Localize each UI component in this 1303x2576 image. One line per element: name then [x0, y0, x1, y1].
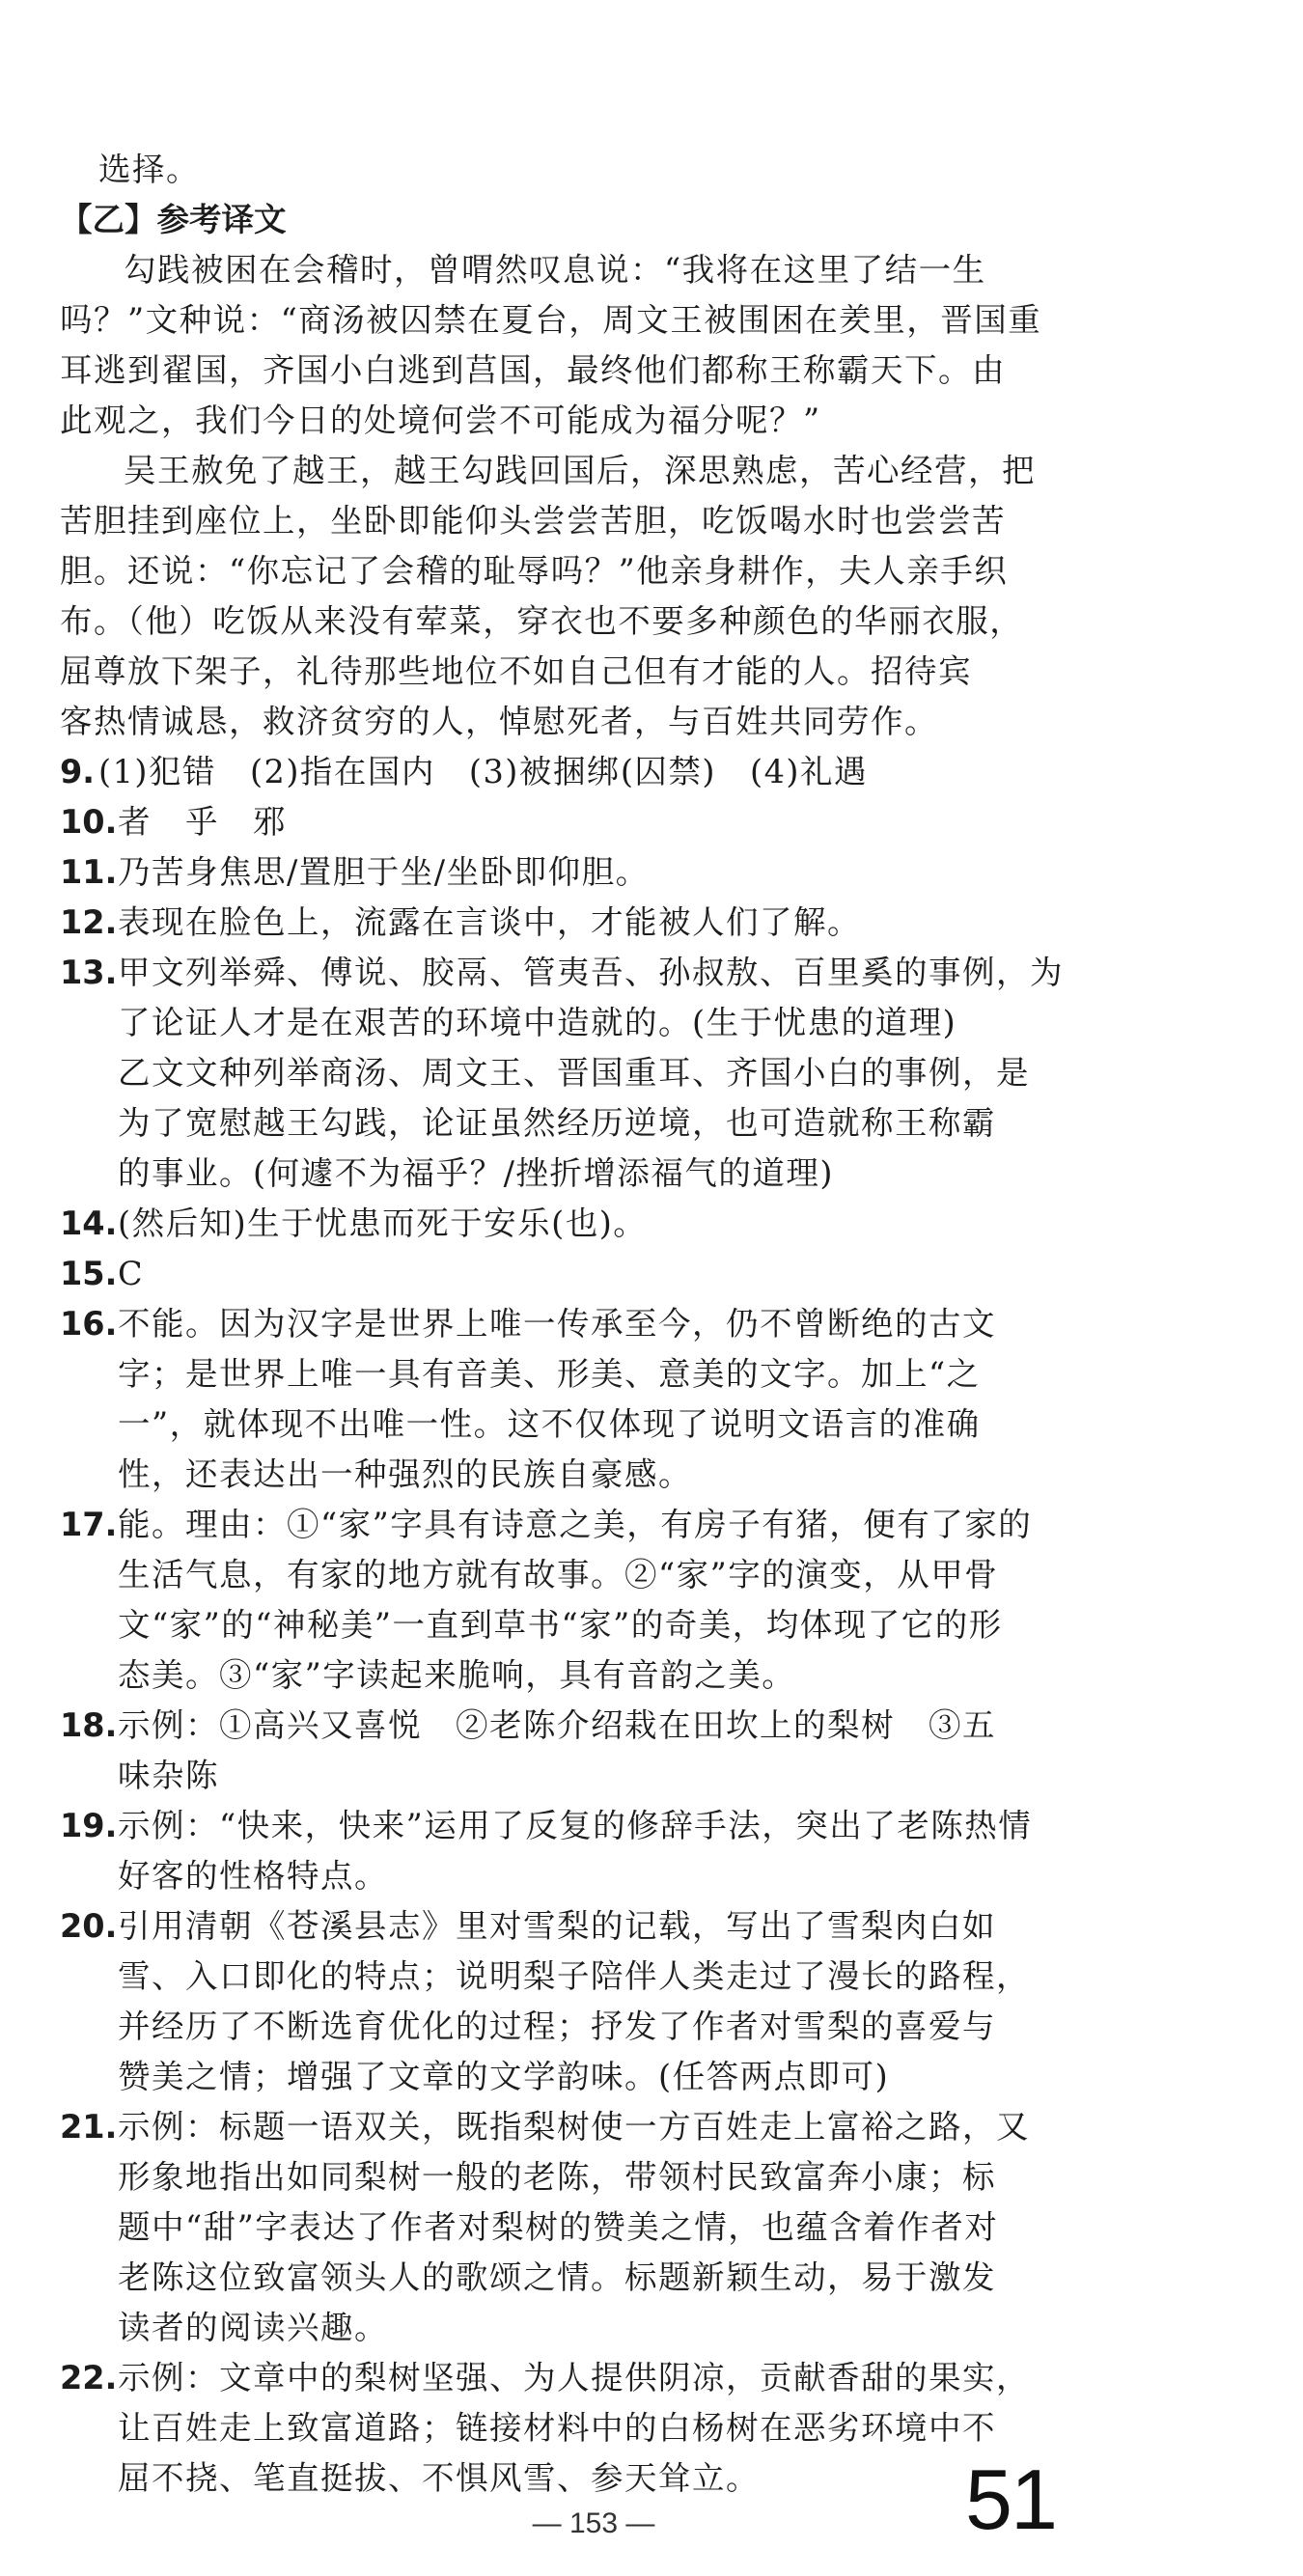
- answer-text: C: [118, 1255, 145, 1292]
- answer-text: 为了宽慰越王勾践，论证虽然经历逆境，也可造就称王称霸: [118, 1104, 996, 1142]
- answer-text: 乃苦身焦思/置胆于坐/坐卧即仰胆。: [118, 853, 650, 891]
- answer-text: 示例：①高兴又喜悦 ②老陈介绍栽在田坎上的梨树 ③五: [118, 1706, 996, 1744]
- answer-text: 读者的阅读兴趣。: [118, 2309, 388, 2346]
- answer-text: 一”，就体现不出唯一性。这不仅体现了说明文语言的准确: [118, 1405, 981, 1443]
- question-number: 17.: [60, 1506, 118, 1543]
- question-number: 9.: [60, 753, 96, 790]
- question-number: 21.: [60, 2108, 118, 2146]
- answer-text: 屈不挠、笔直挺拔、不惧风雪、参天耸立。: [118, 2459, 760, 2497]
- answer-text: 不能。因为汉字是世界上唯一传承至今，仍不曾断绝的古文: [118, 1305, 996, 1343]
- text-line: 胆。还说：“你忘记了会稽的耻辱吗？”他亲身耕作，夫人亲手织: [60, 552, 1009, 590]
- answer-text: 示例：“快来，快来”运用了反复的修辞手法，突出了老陈热情: [118, 1807, 1033, 1844]
- question-number: 19.: [60, 1807, 118, 1844]
- question-number: 15.: [60, 1255, 118, 1292]
- answer-text: 形象地指出如同梨树一般的老陈，带领村民致富奔小康；标: [118, 2158, 996, 2196]
- section-number: 51: [965, 2451, 1056, 2547]
- answer-text: 题中“甜”字表达了作者对梨树的赞美之情，也蕴含着作者对: [118, 2208, 999, 2246]
- answer-text: 示例：文章中的梨树坚强、为人提供阴凉，贡献香甜的果实，: [118, 2359, 1030, 2396]
- text-line: 吴王赦免了越王，越王勾践回国后，深思熟虑，苦心经营，把: [124, 452, 1036, 489]
- question-number: 18.: [60, 1706, 118, 1744]
- question-number: 11.: [60, 853, 118, 891]
- answer-text: 甲文列举舜、傅说、胶鬲、管夷吾、孙叔敖、百里奚的事例，为: [118, 954, 1064, 991]
- answer-text: 者 乎 邪: [118, 803, 287, 841]
- answer-text: 老陈这位致富领头人的歌颂之情。标题新颖生动，易于激发: [118, 2258, 996, 2296]
- answer-text: 味杂陈: [118, 1757, 219, 1794]
- answer-text: (1)犯错 (2)指在国内 (3)被捆绑(囚禁) (4)礼遇: [98, 753, 868, 790]
- answer-text: 了论证人才是在艰苦的环境中造就的。(生于忧患的道理): [118, 1004, 957, 1041]
- answer-text: 文“家”的“神秘美”一直到草书“家”的奇美，均体现了它的形: [118, 1606, 1003, 1644]
- question-number: 12.: [60, 903, 118, 941]
- section-heading: 【乙】参考译文: [60, 201, 287, 238]
- answer-text: 并经历了不断选育优化的过程；抒发了作者对雪梨的喜爱与: [118, 2008, 996, 2045]
- question-number: 10.: [60, 803, 118, 841]
- question-number: 20.: [60, 1907, 118, 1945]
- question-number: 13.: [60, 954, 118, 991]
- text-line: 耳逃到翟国，齐国小白逃到莒国，最终他们都称王称霸天下。由: [60, 351, 1006, 389]
- answer-text: 字；是世界上唯一具有音美、形美、意美的文字。加上“之: [118, 1355, 981, 1393]
- text-line: 屈尊放下架子，礼待那些地位不如自己但有才能的人。招待宾: [60, 652, 972, 690]
- answer-text: 态美。③“家”字读起来脆响，具有音韵之美。: [118, 1656, 796, 1694]
- answer-text: 赞美之情；增强了文章的文学韵味。(任答两点即可): [118, 2058, 890, 2095]
- answer-text: 引用清朝《苍溪县志》里对雪梨的记载，写出了雪梨肉白如: [118, 1907, 996, 1945]
- text-line: 吗？”文种说：“商汤被囚禁在夏台，周文王被围困在羑里，晋国重: [60, 301, 1042, 339]
- answer-text: 让百姓走上致富道路；链接材料中的白杨树在恶劣环境中不: [118, 2409, 996, 2447]
- answer-text: 示例：标题一语双关，既指梨树使一方百姓走上富裕之路，又: [118, 2108, 1030, 2146]
- page-number: — 153 —: [532, 2507, 655, 2539]
- text-line: 此观之，我们今日的处境何尝不可能成为福分呢？”: [60, 402, 821, 439]
- answer-text: 表现在脸色上，流露在言谈中，才能被人们了解。: [118, 903, 861, 941]
- answer-text: 性，还表达出一种强烈的民族自豪感。: [118, 1455, 692, 1493]
- text-line: 勾践被困在会稽时，曾喟然叹息说：“我将在这里了结一生: [124, 251, 986, 289]
- text-line: 布。（他）吃饭从来没有荤菜，穿衣也不要多种颜色的华丽衣服，: [60, 602, 1024, 640]
- answer-text: 乙文文种列举商汤、周文王、晋国重耳、齐国小白的事例，是: [118, 1054, 1030, 1092]
- question-number: 22.: [60, 2359, 118, 2396]
- answer-text: 雪、入口即化的特点；说明梨子陪伴人类走过了漫长的路程，: [118, 1957, 1030, 1995]
- text-line: 客热情诚恳，救济贫穷的人，悼慰死者，与百姓共同劳作。: [60, 703, 938, 740]
- text-line: 苦胆挂到座位上，坐卧即能仰头尝尝苦胆，吃饭喝水时也尝尝苦: [60, 502, 1006, 540]
- answer-text: (然后知)生于忧患而死于安乐(也)。: [118, 1205, 648, 1242]
- answer-text: 生活气息，有家的地方就有故事。②“家”字的演变，从甲骨: [118, 1556, 999, 1593]
- text-line: 选择。: [98, 151, 200, 188]
- question-number: 14.: [60, 1205, 118, 1242]
- answer-text: 能。理由：①“家”字具有诗意之美，有房子有猪，便有了家的: [118, 1506, 1033, 1543]
- answer-text: 好客的性格特点。: [118, 1857, 388, 1895]
- question-number: 16.: [60, 1305, 118, 1343]
- answer-text: 的事业。(何遽不为福乎？/挫折增添福气的道理): [118, 1154, 834, 1192]
